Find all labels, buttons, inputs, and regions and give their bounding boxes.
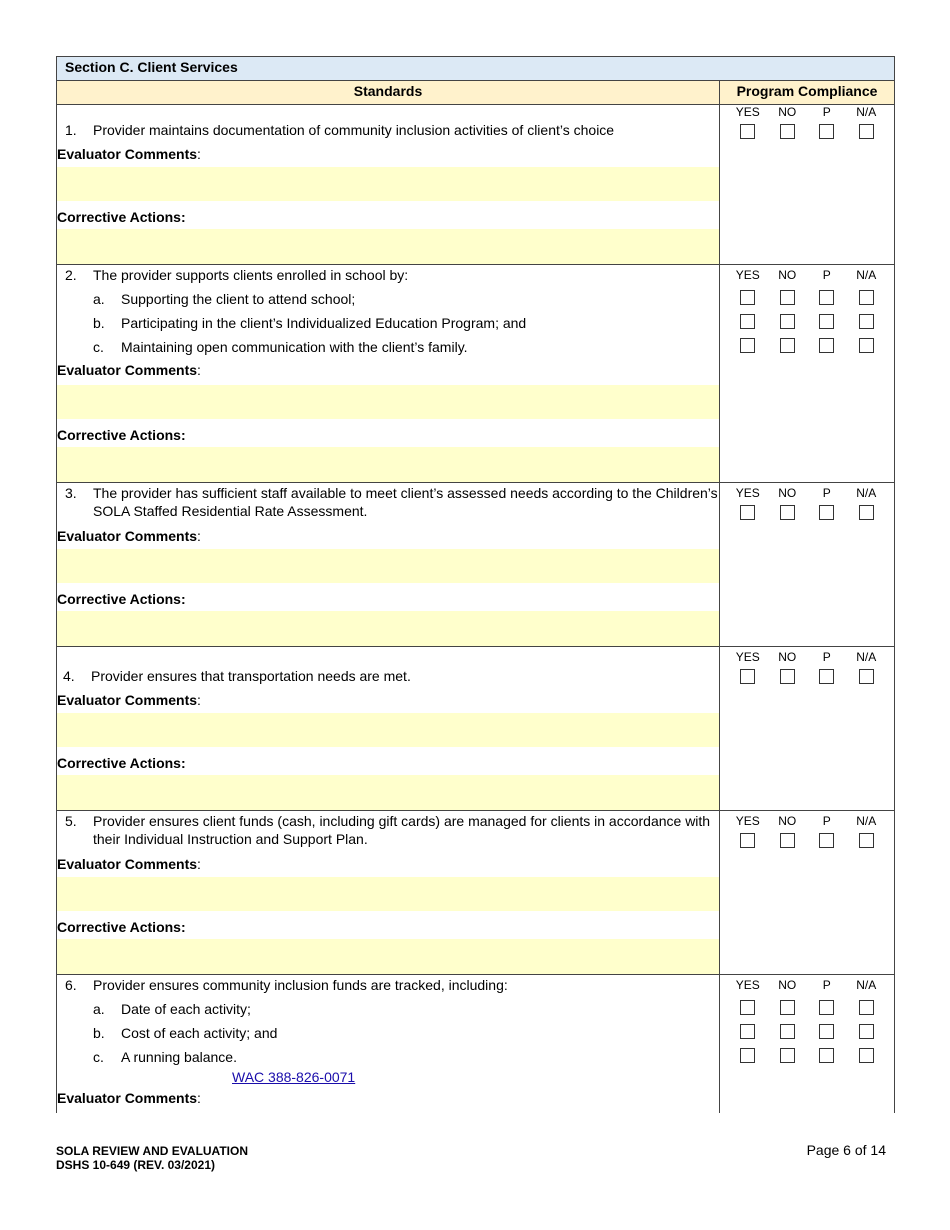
compliance-2: [720, 265, 895, 483]
checkbox-na[interactable]: [859, 124, 874, 139]
item-number: 6.: [65, 977, 77, 993]
item-text: Provider ensures community inclusion funds are tracked, including:: [93, 977, 508, 993]
option-labels: YES NO P N/A: [735, 268, 877, 282]
checkbox-no[interactable]: [780, 338, 795, 353]
item-number: 2.: [65, 267, 77, 283]
sub-item-c: c. Maintaining open communication with the client’s family.: [93, 339, 468, 355]
checkbox-row-c: [720, 1048, 894, 1063]
checkbox-no[interactable]: [780, 124, 795, 139]
evaluator-comments-label: Evaluator Comments:: [57, 691, 720, 713]
checkbox-row-c: [720, 338, 894, 353]
checkbox-p[interactable]: [819, 1024, 834, 1039]
option-labels: YES NO P N/A: [735, 650, 877, 664]
checkbox-no[interactable]: [780, 1000, 795, 1015]
checkbox-yes[interactable]: [740, 290, 755, 305]
form-number: DSHS 10-649 (REV. 03/2021): [56, 1158, 215, 1172]
checkbox-row: [720, 833, 894, 848]
checkbox-yes[interactable]: [740, 314, 755, 329]
item-number: 5.: [65, 813, 77, 829]
corrective-actions-field[interactable]: [57, 939, 720, 975]
item-text: Provider maintains documentation of community inclusion activities of client’s choice: [93, 122, 615, 138]
standard-5: [57, 811, 720, 856]
checkbox-p[interactable]: [819, 669, 834, 684]
checkbox-yes[interactable]: [740, 833, 755, 848]
wac-reference-link[interactable]: WAC 388-826-0071: [232, 1069, 356, 1085]
item-number: 3.: [65, 485, 77, 501]
checkbox-no[interactable]: [780, 1048, 795, 1063]
evaluator-comments-label: Evaluator Comments:: [57, 527, 720, 549]
corrective-actions-label: Corrective Actions:: [57, 583, 720, 611]
evaluator-comments-field[interactable]: [57, 167, 720, 201]
client-services-table: [56, 56, 895, 1113]
checkbox-p[interactable]: [819, 1000, 834, 1015]
checkbox-p[interactable]: [819, 290, 834, 305]
form-footer: [56, 1144, 248, 1172]
checkbox-no[interactable]: [780, 290, 795, 305]
standard-1: [57, 105, 720, 146]
checkbox-no[interactable]: [780, 1024, 795, 1039]
item-number: 4.: [63, 668, 75, 684]
section-title: Section C. Client Services: [57, 57, 895, 81]
item-text: The provider supports clients enrolled in school by:: [93, 267, 409, 283]
checkbox-yes[interactable]: [740, 505, 755, 520]
checkbox-yes[interactable]: [740, 1000, 755, 1015]
evaluator-comments-field[interactable]: [57, 549, 720, 583]
checkbox-yes[interactable]: [740, 1024, 755, 1039]
checkbox-yes[interactable]: [740, 338, 755, 353]
item-text: The provider has sufficient staff available to meet client’s assessed needs according to the Children’s SOLA Staffed Residential Rate Assessment.: [93, 485, 718, 519]
compliance-6: [720, 975, 895, 1114]
checkbox-na[interactable]: [859, 1048, 874, 1063]
option-p: P: [822, 105, 831, 119]
evaluator-comments-label: Evaluator Comments:: [57, 855, 720, 877]
checkbox-row-a: [720, 290, 894, 305]
option-yes: YES: [735, 105, 760, 119]
standard-2: [57, 265, 720, 362]
evaluator-comments-field[interactable]: [57, 385, 720, 419]
checkbox-na[interactable]: [859, 669, 874, 684]
sub-item-c: c. A running balance.: [93, 1049, 237, 1065]
compliance-header: Program Compliance: [720, 81, 895, 105]
corrective-actions-label: Corrective Actions:: [57, 911, 720, 939]
checkbox-p[interactable]: [819, 314, 834, 329]
checkbox-no[interactable]: [780, 505, 795, 520]
sub-item-a: a. Date of each activity;: [93, 1001, 251, 1017]
standard-4: [57, 647, 720, 692]
corrective-actions-label: Corrective Actions:: [57, 419, 720, 447]
option-na: N/A: [856, 105, 877, 119]
checkbox-no[interactable]: [780, 669, 795, 684]
sub-item-b: b. Cost of each activity; and: [93, 1025, 278, 1041]
checkbox-row: [720, 669, 894, 684]
checkbox-na[interactable]: [859, 314, 874, 329]
evaluator-comments-label: Evaluator Comments:: [57, 361, 720, 385]
checkbox-na[interactable]: [859, 1000, 874, 1015]
item-text: Provider ensures that transportation needs are met.: [91, 668, 411, 684]
checkbox-row-a: [720, 1000, 894, 1015]
corrective-actions-field[interactable]: [57, 229, 720, 264]
checkbox-p[interactable]: [819, 1048, 834, 1063]
corrective-actions-field[interactable]: [57, 775, 720, 811]
option-labels: YES NO P N/A: [735, 486, 877, 500]
checkbox-p[interactable]: [819, 124, 834, 139]
checkbox-yes[interactable]: [740, 124, 755, 139]
evaluator-comments-field[interactable]: [57, 877, 720, 911]
option-labels: YES NO P N/A: [735, 814, 877, 828]
evaluator-comments-label: Evaluator Comments:: [57, 145, 720, 167]
checkbox-no[interactable]: [780, 833, 795, 848]
form-title: SOLA REVIEW AND EVALUATION: [56, 1144, 248, 1158]
item-number: 1.: [65, 122, 77, 138]
checkbox-p[interactable]: [819, 505, 834, 520]
checkbox-yes[interactable]: [740, 1048, 755, 1063]
option-no: NO: [778, 105, 797, 119]
checkbox-p[interactable]: [819, 833, 834, 848]
sub-item-a: a. Supporting the client to attend school;: [93, 291, 356, 307]
evaluator-comments-label: Evaluator Comments:: [57, 1089, 720, 1113]
checkbox-na[interactable]: [859, 833, 874, 848]
checkbox-na[interactable]: [859, 290, 874, 305]
item-text: Provider ensures client funds (cash, including gift cards) are managed for clients in accordance with their Individual Instruction and Support Plan.: [93, 813, 711, 847]
standard-3: [57, 483, 720, 528]
corrective-actions-label: Corrective Actions:: [57, 201, 720, 229]
corrective-actions-field[interactable]: [57, 447, 720, 483]
option-labels: [720, 105, 894, 119]
page-number: Page 6 of 14: [806, 1142, 886, 1158]
checkbox-row-b: [720, 314, 894, 329]
checkbox-no[interactable]: [780, 314, 795, 329]
checkbox-na[interactable]: [859, 1024, 874, 1039]
compliance-5: [720, 811, 895, 975]
option-labels: YES NO P N/A: [735, 978, 877, 992]
corrective-actions-label: Corrective Actions:: [57, 747, 720, 775]
compliance-3: [720, 483, 895, 647]
checkbox-row: [720, 505, 894, 520]
checkbox-p[interactable]: [819, 338, 834, 353]
sub-item-b: b. Participating in the client’s Individualized Education Program; and: [93, 315, 527, 331]
checkbox-row-b: [720, 1024, 894, 1039]
corrective-actions-field[interactable]: [57, 611, 720, 647]
standard-6: [57, 975, 720, 1090]
checkbox-yes[interactable]: [740, 669, 755, 684]
standards-header: Standards: [57, 81, 720, 105]
compliance-1: [720, 105, 895, 265]
compliance-4: [720, 647, 895, 811]
checkbox-na[interactable]: [859, 338, 874, 353]
checkbox-na[interactable]: [859, 505, 874, 520]
evaluator-comments-field[interactable]: [57, 713, 720, 747]
checkbox-row: [720, 124, 894, 139]
